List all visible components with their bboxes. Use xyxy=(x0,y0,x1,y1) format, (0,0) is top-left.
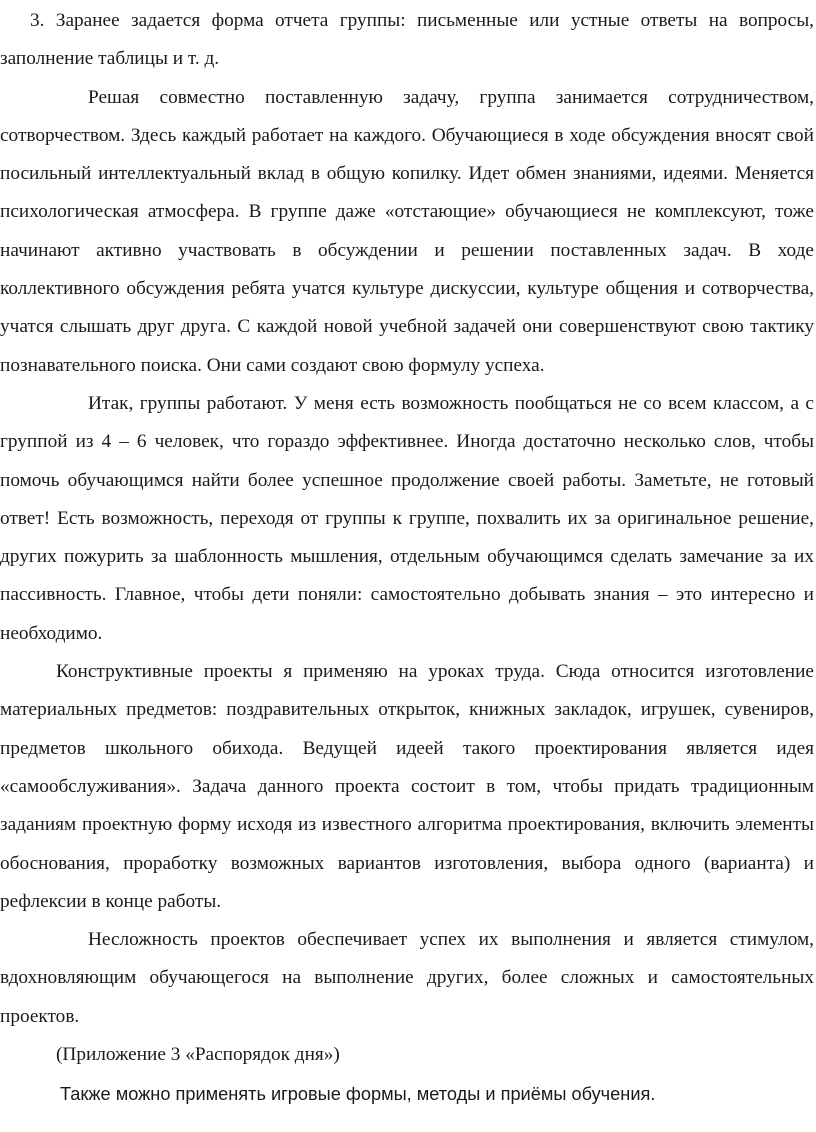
paragraph-game-forms: Также можно применять игровые формы, методы и приёмы обучения. xyxy=(60,1084,656,1105)
paragraph-groups-work: Итак, группы работают. У меня есть возможность пообщаться не со всем классом, а с группой из 4 – 6 человек, что гораздо эффективнее. Иногда достаточно несколько слов, чтобы помочь обучающимся найти более успешное продолжение своей работы. Заметьте, не готовый ответ! Есть возможность, переходя от группы к группе, похвалить их за оригинальное решение, других пожурить за шаблонность мышления, отдельным обучающимся сделать замечание за их пассивность. Главное, чтобы дети поняли: самостоятельно добывать знания – это интересно и необходимо. xyxy=(0,392,814,644)
paragraph-appendix-reference: (Приложение 3 «Распорядок дня») xyxy=(56,1044,340,1066)
paragraph-constructive-projects: Конструктивные проекты я применяю на уроках труда. Сюда относится изготовление материальных предметов: поздравительных открыток, книжных закладок, игрушек, сувениров, предметов школьного обихода. Ведущей идеей такого проектирования является идея «самообслуживания». Задача данного проекта состоит в том, чтобы придать традиционным заданиям проектную форму исходя из известного алгоритма проектирования, включить элементы обоснования, проработку возможных вариантов изготовления, выбора одного (варианта) и рефлексии в конце работы. xyxy=(0,661,814,912)
paragraph-simple-projects: Несложность проектов обеспечивает успех их выполнения и является стимулом, вдохновляющим обучающегося на выполнение других, более сложных и самостоятельных проектов. xyxy=(0,929,814,1027)
paragraph-cooperation: Решая совместно поставленную задачу, группа занимается сотрудничеством, сотворчеством. Здесь каждый работает на каждого. Обучающиеся в ходе обсуждения вносят свой посильный интеллектуальный вклад в общую копилку. Идет обмен знаниями, идеями. Меняется психологическая атмосфера. В группе даже «отстающие» обучающиеся не комплексуют, тоже начинают активно участвовать в обсуждении и решении поставленных задач. В ходе коллективного обсуждения ребята учатся культуре дискуссии, культуре общения и сотворчества, учатся слышать друг друга. С каждой новой учебной задачей они совершенствуют свою тактику познавательного поиска. Они сами создают свою формулу успеха. xyxy=(0,86,814,376)
paragraph-report-form: 3. Заранее задается форма отчета группы: письменные или устные ответы на вопросы, заполнение таблицы и т. д. xyxy=(0,10,814,70)
